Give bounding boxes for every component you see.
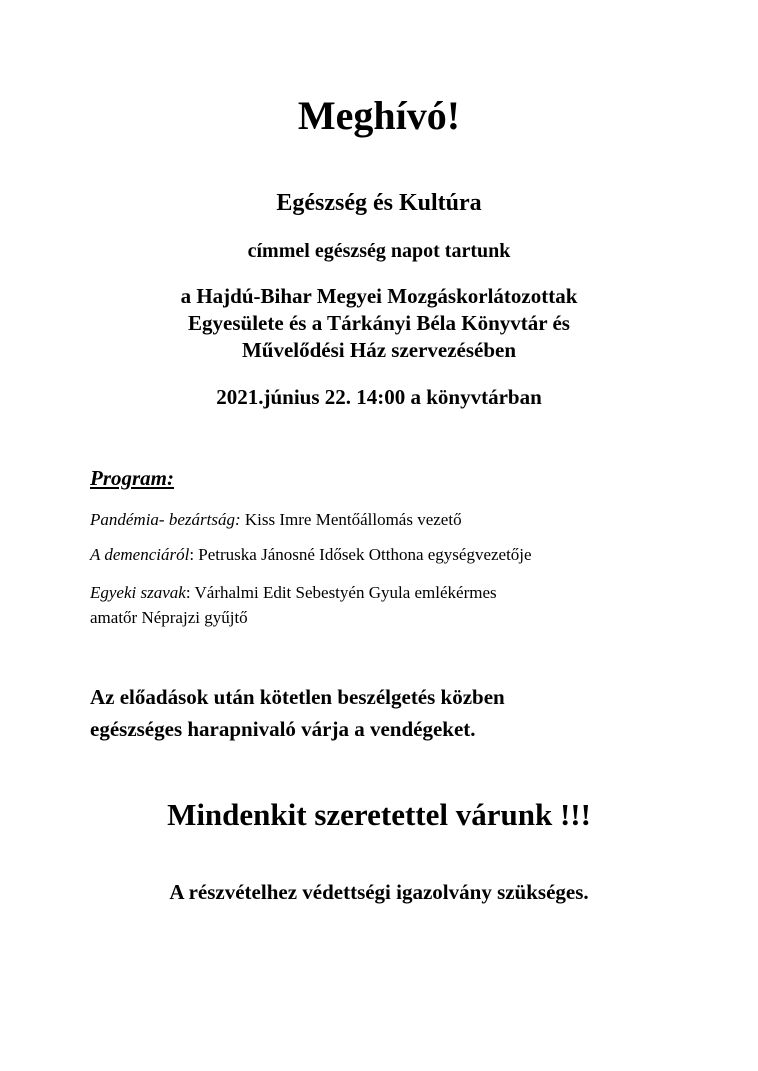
organizers-line-1: a Hajdú-Bihar Megyei Mozgáskorlátozottak xyxy=(180,284,578,308)
program-item xyxy=(90,510,462,530)
event-subtitle: Egészség és Kultúra xyxy=(276,190,482,216)
welcome-message: Mindenkit szeretettel várunk !!! xyxy=(167,797,591,832)
program-item-topic: A demenciáról xyxy=(90,545,190,564)
program-item xyxy=(90,580,497,630)
organizers-line-3: Művelődési Ház szervezésében xyxy=(241,338,517,362)
closing-text xyxy=(90,681,505,745)
closing-line-2: egészséges harapnivaló várja a vendégeket. xyxy=(90,717,476,741)
program-item-speaker: Kiss Imre Mentőállomás vezető xyxy=(240,510,462,529)
program-item-topic: Pandémia- bezártság: xyxy=(90,510,241,529)
program-item-topic: Egyeki szavak xyxy=(90,583,186,602)
program-heading: Program: xyxy=(90,466,174,490)
event-intro-line: címmel egészség napot tartunk xyxy=(247,240,511,262)
event-date-line: 2021.június 22. 14:00 a könyvtárban xyxy=(216,385,542,409)
program-item xyxy=(90,545,532,565)
program-item-speaker-continued: amatőr Néprajzi gyűjtő xyxy=(90,608,248,627)
program-item-speaker: : Petruska Jánosné Idősek Otthona egységvezetője xyxy=(189,545,532,564)
organizers-line-2: Egyesülete és a Tárkányi Béla Könyvtár és xyxy=(188,311,570,335)
organizers-block xyxy=(0,283,758,364)
closing-line-1: Az előadások után kötetlen beszélgetés közben xyxy=(90,685,505,709)
vaccination-note: A részvételhez védettségi igazolvány szükséges. xyxy=(169,880,589,904)
invitation-title: Meghívó! xyxy=(297,93,461,138)
program-item-speaker: : Várhalmi Edit Sebestyén Gyula emlékérmes xyxy=(185,583,497,602)
